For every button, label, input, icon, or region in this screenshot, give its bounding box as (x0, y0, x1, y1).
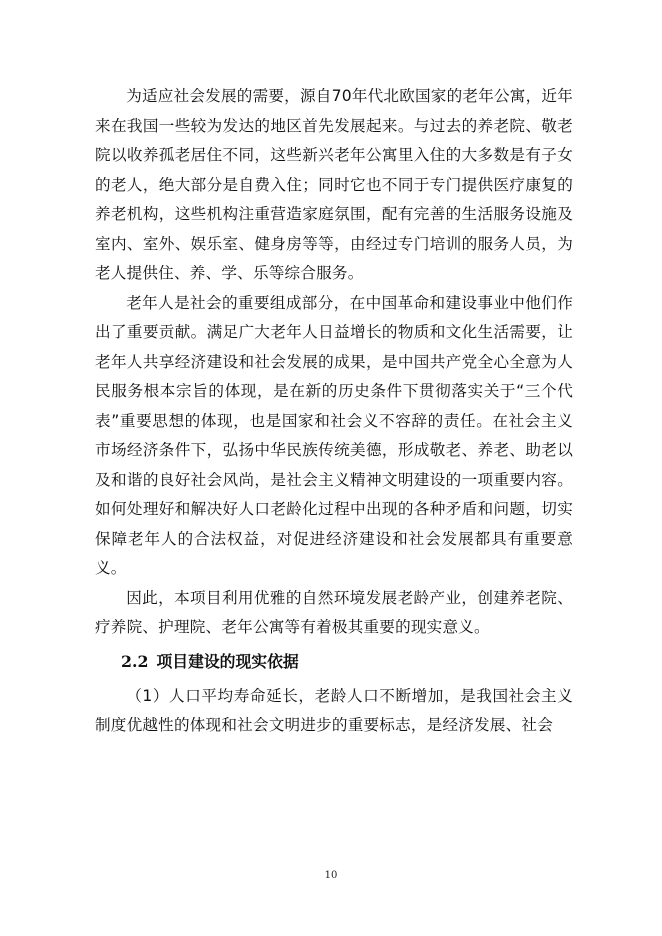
paragraph-elderly-apartments: 为适应社会发展的需要，源自70年代北欧国家的老年公寓，近年来在我国一些较为发达的地区首先发展起来。与过去的养老院、敬老院以收养孤老居住不同，这些新兴老年公寓里入住的大多数是有子女的老人，绝大部分是自费入住；同时它也不同于专门提供医疗康复的养老机构，这些机构注重营造家庭氛围，配有完善的生活服务设施及室内、室外、娱乐室、健身房等等，由经过专门培训的服务人员，为老人提供住、养、学、乐等综合服务。 (95, 87, 573, 282)
paragraph-project-significance: 因此，本项目利用优雅的自然环境发展老龄产业，创建养老院、疗养院、护理院、老年公寓等有着极其重要的现实意义。 (95, 588, 573, 636)
page-number: 10 (324, 870, 338, 881)
section-heading (95, 647, 573, 676)
section-title: 项目建设的现实依据 (156, 651, 299, 671)
section-number: 2.2 (121, 651, 149, 671)
paragraph-elderly-importance: 老年人是社会的重要组成部分，在中国革命和建设事业中他们作出了重要贡献。满足广大老年人日益增长的物质和文化生活需要，让老年人共享经济建设和社会发展的成果，是中国共产党全心全意为人民服务根本宗旨的体现，是在新的历史条件下贯彻落实关于“三个代表”重要思想的体现，也是国家和社会义不容辞的责任。在社会主义市场经济条件下，弘扬中华民族传统美德，形成敬老、养老、助老以及和谐的良好社会风尚，是社会主义精神文明建设的一项重要内容。如何处理好和解决好人口老龄化过程中出现的各种矛盾和问题，切实保障老年人的合法权益，对促进经济建设和社会发展都具有重要意义。 (95, 293, 573, 577)
paragraph-population-aging: （1）人口平均寿命延长，老龄人口不断增加，是我国社会主义制度优越性的体现和社会文明进步的重要标志，是经济发展、社会 (95, 686, 573, 734)
page-body (95, 82, 573, 741)
